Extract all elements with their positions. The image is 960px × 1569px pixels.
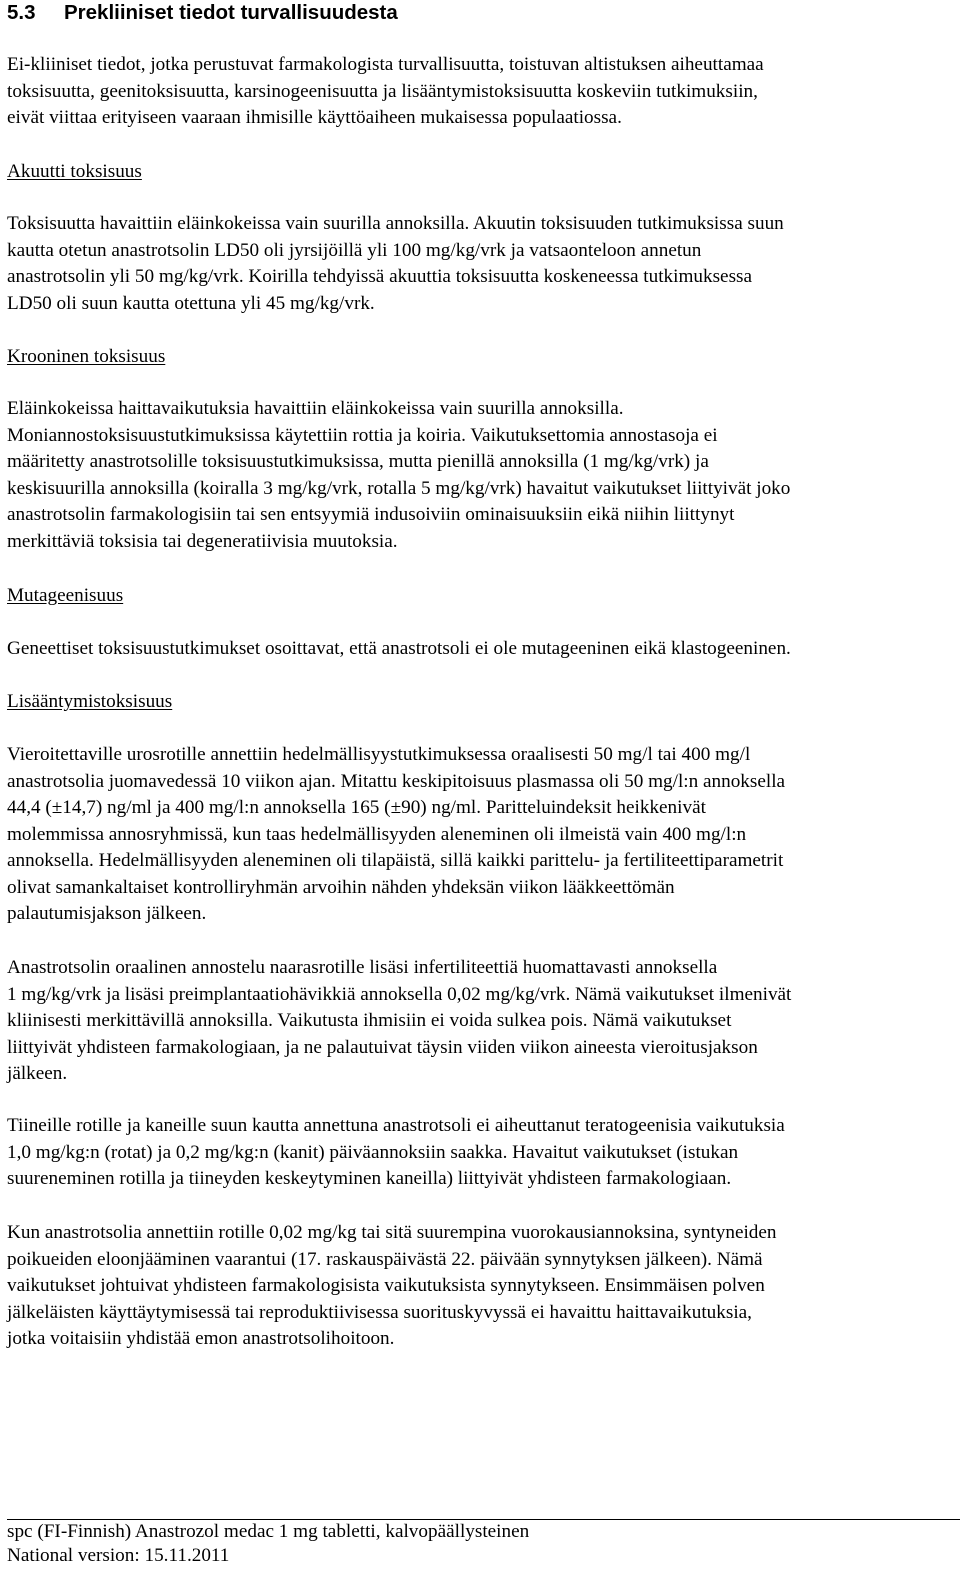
section-title: Prekliiniset tiedot turvallisuudesta xyxy=(64,1,398,24)
text-line: Anastrotsolin oraalinen annostelu naarasrotille lisäsi infertiliteettiä huomattavasti annoksella xyxy=(7,957,718,978)
text-line: suureneminen rotilla ja tiineyden keskeytyminen kaneilla) liittyivät yhdisteen farmakologiaan. xyxy=(7,1168,732,1189)
text-line: keskisuurilla annoksilla (koiralla 3 mg/kg/vrk, rotalla 5 mg/kg/vrk) havaitut vaikutukset liittyivät joko xyxy=(7,477,791,499)
chronic-toxicity-paragraph xyxy=(7,396,790,555)
text-line: Kun anastrotsolia annettiin rotille 0,02 mg/kg tai sitä suurempina vuorokausiannoksina, syntyneiden xyxy=(7,1222,777,1243)
text-line: vaikutukset johtuivat yhdisteen farmakologisista vaikutuksista synnytykseen. Ensimmäisen polven xyxy=(7,1275,765,1296)
text-line: Tiineille rotille ja kaneille suun kautta annettuna anastrotsoli ei aiheuttanut teratogeenisia vaikutuksia xyxy=(7,1115,785,1136)
text-line: LD50 oli suun kautta otettuna yli 45 mg/kg/vrk. xyxy=(7,292,375,314)
text-line: merkittäviä toksisia tai degeneratiivisia muutoksia. xyxy=(7,530,398,552)
section-number: 5.3 xyxy=(7,1,36,24)
reproductive-paragraph-3 xyxy=(7,1113,785,1193)
section-heading xyxy=(7,1,398,25)
text-line: eivät viittaa erityiseen vaaraan ihmisille käyttöaiheen mukaisessa populaatiossa. xyxy=(7,107,622,128)
page-footer xyxy=(7,1520,960,1568)
text-line: Geneettiset toksisuustutkimukset osoittavat, että anastrotsoli ei ole mutageeninen eikä klastogeeninen. xyxy=(7,638,791,659)
text-line: kautta otetun anastrotsolin LD50 oli jyrsijöillä yli 100 mg/kg/vrk ja vatsaonteloon annetun xyxy=(7,239,702,261)
text-line: anastrotsolin yli 50 mg/kg/vrk. Koirilla tehdyissä akuuttia toksisuutta koskeneessa tutkimuksessa xyxy=(7,266,753,287)
text-line: määritetty anastrotsolille toksisuustutkimuksissa, mutta pienillä annoksilla (1 mg/kg/vrk) ja xyxy=(7,451,709,472)
acute-toxicity-paragraph xyxy=(7,211,784,317)
intro-paragraph xyxy=(7,52,764,132)
text-line: kliinisesti merkittävillä annoksilla. Vaikutusta ihmisiin ei voida sulkea pois. Nämä vaikutukset xyxy=(7,1010,732,1031)
text-line: Vieroitettaville urosrotille annettiin hedelmällisyystutkimuksessa oraalisesti 50 mg/l tai 400 mg/l xyxy=(7,744,751,765)
text-line: anastrotsolia juomavedessä 10 viikon ajan. Mitattu keskipitoisuus plasmassa oli 50 mg/l:n annoksella xyxy=(7,770,786,792)
text-line: jälkeen. xyxy=(7,1063,68,1084)
text-line: 1,0 mg/kg:n (rotat) ja 0,2 mg/kg:n (kanit) päiväannoksiin saakka. Havaitut vaikutukset (istukan xyxy=(7,1141,739,1163)
text-line: Ei-kliiniset tiedot, jotka perustuvat farmakologista turvallisuutta, toistuvan altistuksen aiheuttamaa xyxy=(7,54,764,75)
text-line: molemmissa annosryhmissä, kun taas hedelmällisyyden aleneminen oli ilmeistä vain 400 mg/l:n xyxy=(7,823,747,845)
reproductive-paragraph-4 xyxy=(7,1220,777,1353)
text-line: Moniannostoksisuustutkimuksissa käytettiin rottia ja koiria. Vaikutuksettomia annostasoja ei xyxy=(7,424,718,446)
footer-product-line: spc (FI-Finnish) Anastrozol medac 1 mg tabletti, kalvopäällysteinen xyxy=(7,1521,530,1542)
acute-toxicity-heading: Akuutti toksisuus xyxy=(7,161,142,182)
text-line: annoksella. Hedelmällisyyden aleneminen oli tilapäistä, sillä kaikki parittelu- ja fertiliteettiparametrit xyxy=(7,850,784,871)
text-line: liittyivät yhdisteen farmakologiaan, ja ne palautuivat täysin viiden viikon aineesta vieroitusjakson xyxy=(7,1036,758,1058)
reproductive-paragraph-1 xyxy=(7,742,785,928)
reproductive-paragraph-2 xyxy=(7,955,791,1088)
text-line: jälkeläisten käyttäytymisessä tai reproduktiivisessa suorituskyvyssä ei havaittu haittavaikutuksia, xyxy=(7,1301,752,1323)
text-line: jotka voitaisiin yhdistää emon anastrotsolihoitoon. xyxy=(7,1328,395,1349)
footer-version-line: National version: 15.11.2011 xyxy=(7,1545,230,1566)
text-line: anastrotsolin farmakologisiin tai sen entsyymiä indusoiviin ominaisuuksiin eikä niihin liittynyt xyxy=(7,504,735,525)
text-line: 44,4 (±14,7) ng/ml ja 400 mg/l:n annoksella 165 (±90) ng/ml. Paritteluindeksit heikkenivät xyxy=(7,797,706,818)
text-line: 1 mg/kg/vrk ja lisäsi preimplantaatiohävikkiä annoksella 0,02 mg/kg/vrk. Nämä vaikutukset ilmenivät xyxy=(7,983,792,1005)
text-line: Eläinkokeissa haittavaikutuksia havaittiin eläinkokeissa vain suurilla annoksilla. xyxy=(7,398,624,419)
chronic-toxicity-heading: Krooninen toksisuus xyxy=(7,346,166,367)
text-line: poikueiden eloonjääminen vaarantui (17. raskauspäivästä 22. päivään synnytyksen jälkeen). Nämä xyxy=(7,1248,763,1270)
text-line: Toksisuutta havaittiin eläinkokeissa vain suurilla annoksilla. Akuutin toksisuuden tutkimuksissa suun xyxy=(7,213,784,234)
mutagenicity-heading: Mutageenisuus xyxy=(7,585,124,606)
footer-divider xyxy=(7,1519,960,1520)
mutagenicity-paragraph xyxy=(7,636,791,663)
text-line: olivat samankaltaiset kontrolliryhmän arvoihin nähden yhdeksän viikon lääkkeettömän xyxy=(7,876,675,898)
text-line: toksisuutta, geenitoksisuutta, karsinogeenisuutta ja lisääntymistoksisuutta koskeviin tutkimuksiin, xyxy=(7,80,758,102)
reproductive-toxicity-heading: Lisääntymistoksisuus xyxy=(7,691,173,712)
text-line: palautumisjakson jälkeen. xyxy=(7,903,207,924)
